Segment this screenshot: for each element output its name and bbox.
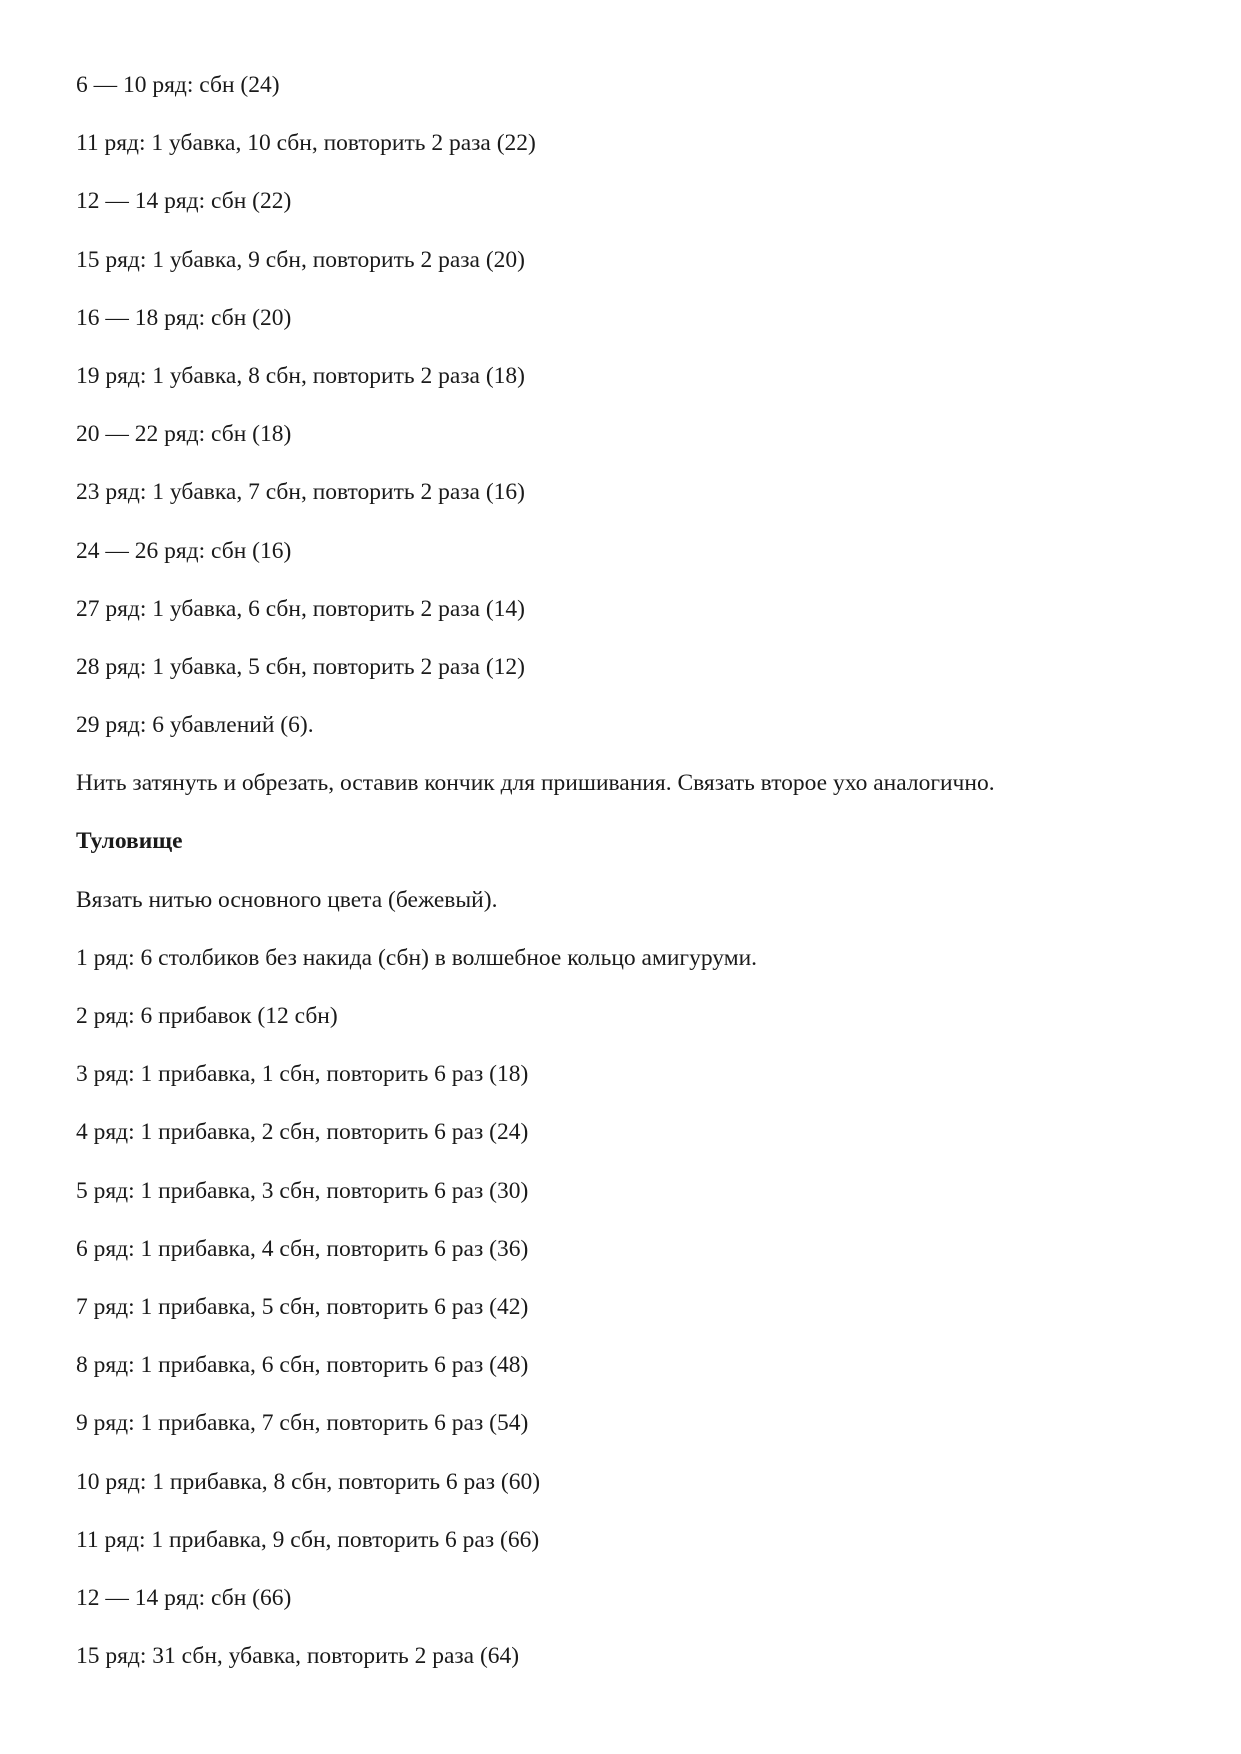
- pattern-row: 15 ряд: 31 сбн, убавка, повторить 2 раза (64): [76, 1643, 520, 1670]
- section-heading: Туловище: [76, 828, 183, 855]
- pattern-row: 27 ряд: 1 убавка, 6 сбн, повторить 2 раза (14): [76, 595, 525, 622]
- pattern-row: 16 — 18 ряд: сбн (20): [76, 304, 292, 331]
- pattern-row: 12 — 14 ряд: сбн (66): [76, 1584, 292, 1611]
- pattern-row: 7 ряд: 1 прибавка, 5 сбн, повторить 6 раз (42): [76, 1293, 529, 1320]
- pattern-row: 23 ряд: 1 убавка, 7 сбн, повторить 2 раза (16): [76, 479, 525, 506]
- pattern-row: 9 ряд: 1 прибавка, 7 сбн, повторить 6 раз (54): [76, 1410, 529, 1437]
- pattern-row: 28 ряд: 1 убавка, 5 сбн, повторить 2 раза (12): [76, 653, 525, 680]
- pattern-row: 5 ряд: 1 прибавка, 3 сбн, повторить 6 раз (30): [76, 1177, 529, 1204]
- pattern-row: 19 ряд: 1 убавка, 8 сбн, повторить 2 раза (18): [76, 362, 525, 389]
- pattern-row: 10 ряд: 1 прибавка, 8 сбн, повторить 6 раз (60): [76, 1468, 541, 1495]
- pattern-row: 8 ряд: 1 прибавка, 6 сбн, повторить 6 раз (48): [76, 1352, 529, 1379]
- pattern-row: 2 ряд: 6 прибавок (12 сбн): [76, 1003, 338, 1029]
- pattern-row: 6 ряд: 1 прибавка, 4 сбн, повторить 6 раз (36): [76, 1235, 529, 1262]
- pattern-row: 15 ряд: 1 убавка, 9 сбн, повторить 2 раза (20): [76, 246, 525, 273]
- instruction-paragraph: Нить затянуть и обрезать, оставив кончик для пришивания. Связать второе ухо аналогично.: [76, 770, 995, 797]
- pattern-row: 29 ряд: 6 убавлений (6).: [76, 712, 314, 739]
- pattern-row: 12 — 14 ряд: сбн (22): [76, 188, 292, 215]
- pattern-row: 6 — 10 ряд: сбн (24): [76, 72, 280, 98]
- instruction-paragraph: Вязать нитью основного цвета (бежевый).: [76, 886, 498, 913]
- pattern-row: 3 ряд: 1 прибавка, 1 сбн, повторить 6 раз (18): [76, 1061, 529, 1088]
- pattern-row: 1 ряд: 6 столбиков без накида (сбн) в волшебное кольцо амигуруми.: [76, 944, 758, 971]
- pattern-row: 4 ряд: 1 прибавка, 2 сбн, повторить 6 раз (24): [76, 1119, 529, 1146]
- pattern-row: 11 ряд: 1 прибавка, 9 сбн, повторить 6 раз (66): [76, 1526, 540, 1553]
- pattern-row: 11 ряд: 1 убавка, 10 сбн, повторить 2 раза (22): [76, 130, 536, 157]
- document-body: [76, 70, 1176, 1699]
- pattern-row: 24 — 26 ряд: сбн (16): [76, 537, 292, 564]
- pattern-row: 20 — 22 ряд: сбн (18): [76, 421, 292, 448]
